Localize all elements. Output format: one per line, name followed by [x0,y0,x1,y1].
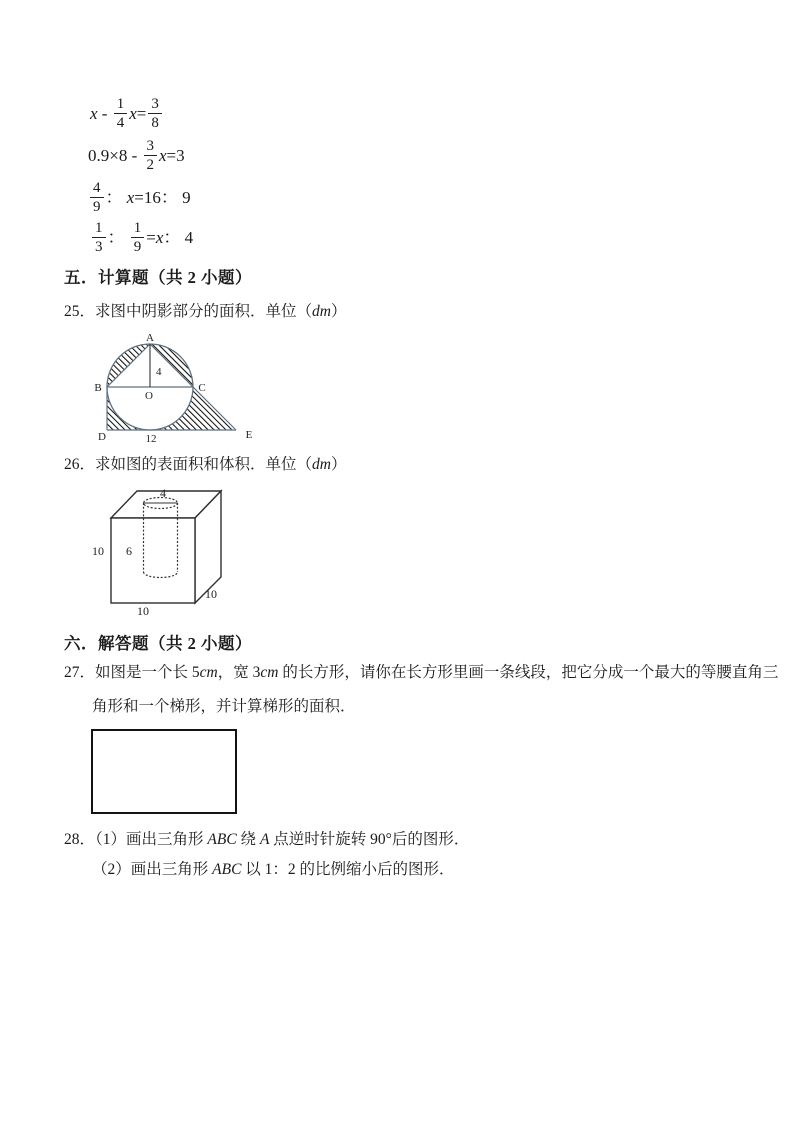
item-27-segment: ，宽 3 [217,664,261,681]
equation-term: =16： 9 [134,187,191,207]
item-26-segment: ） [330,456,347,473]
item-28-segment: 以 1：2 的比例缩小后的图形． [241,861,455,878]
item-28-segment: 绕 [236,831,260,848]
item-28-segment: 点逆时针旋转 90°后的图形． [269,831,470,848]
equation-4 [90,220,193,255]
item-27-unit: cm [260,664,279,681]
equation-term: = [146,227,156,247]
fraction-numerator: 1 [131,220,145,238]
edge-bottom-value-label: 10 [137,604,149,618]
radius-value-label: 4 [156,366,162,378]
item-27-segment: 的长方形，请你在长方形里画一条线段，把它分成一个最大的等腰直角三 [278,664,779,681]
fraction [148,96,162,131]
equation-term: =3 [166,145,185,165]
item-27-unit: cm [199,664,218,681]
fraction [131,220,145,255]
fraction-denominator: 9 [133,239,142,255]
equation-3 [88,180,191,215]
equation-term: = [136,103,147,123]
point-label-A: A [146,332,154,344]
equation-term: ： [105,187,127,207]
edge-depth-value-label: 10 [205,587,217,601]
item-27-segment: 27．如图是一个长 5 [64,664,200,681]
item-28-line-1 [64,830,469,850]
section-6-heading: 六．解答题（共 2 小题） [64,634,252,653]
point-label-C: C [198,382,206,394]
item-25-segment: ） [330,303,347,320]
fraction-denominator: 4 [116,115,125,131]
fraction [92,220,106,255]
fraction [144,138,158,173]
item-25-segment: 25．求图中阴影部分的面积．单位（ [64,303,313,320]
item-26-text [64,455,346,475]
fraction-denominator: 9 [93,199,101,215]
item-28-segment: （2）画出三角形 [92,861,213,878]
equation-term: ： [107,227,129,247]
equation-term: x [126,187,135,207]
fraction-numerator: 1 [114,96,128,114]
equation-term: x [129,103,137,123]
item-25-text [64,302,346,322]
item-28-triangle-name: ABC [207,831,237,848]
fraction-denominator: 8 [151,115,159,131]
item-28-point-name: A [259,831,270,848]
point-label-E: E [245,429,253,441]
fraction-numerator: 3 [144,138,158,156]
point-label-B: B [94,382,102,394]
fraction-numerator: 3 [148,96,162,114]
item-27-line-2: 角形和一个梯形，并计算梯形的面积． [92,698,356,715]
figure-26-cube-with-cylinder [85,485,235,620]
item-27-line-1 [64,663,778,683]
item-25-unit: dm [312,303,331,320]
item-28-line-2 [92,860,455,880]
fraction-numerator: 4 [90,180,104,198]
cube-front-face [111,518,195,603]
fraction-denominator: 2 [146,157,154,173]
hole-depth-value-label: 6 [126,544,132,558]
item-28-segment: 28．（1）画出三角形 [64,831,208,848]
equation-1 [90,96,164,131]
equation-term: x [159,145,167,165]
fraction-denominator: 3 [95,239,103,255]
base-value-label: 12 [145,433,157,445]
item-26-segment: 26．求如图的表面积和体积．单位（ [64,456,313,473]
edge-left-value-label: 10 [92,544,104,558]
figure-25-shaded-circle [60,330,270,448]
point-label-D: D [98,431,106,443]
item-27-drawing-rectangle [91,729,237,814]
equation-term: - [97,103,112,123]
fraction [114,96,128,131]
equation-term: ： 4 [163,227,194,247]
equation-term: x [90,103,98,123]
equation-term: x [155,227,164,247]
point-label-O: O [145,390,153,402]
equation-term: 0.9×8 - [88,145,142,165]
equation-2 [88,138,185,173]
fraction-numerator: 1 [92,220,106,238]
item-26-unit: dm [312,456,331,473]
fraction [90,180,104,215]
section-5-heading: 五．计算题（共 2 小题） [64,268,252,287]
diameter-value-label: 4 [160,486,166,500]
item-28-triangle-name: ABC [212,861,242,878]
